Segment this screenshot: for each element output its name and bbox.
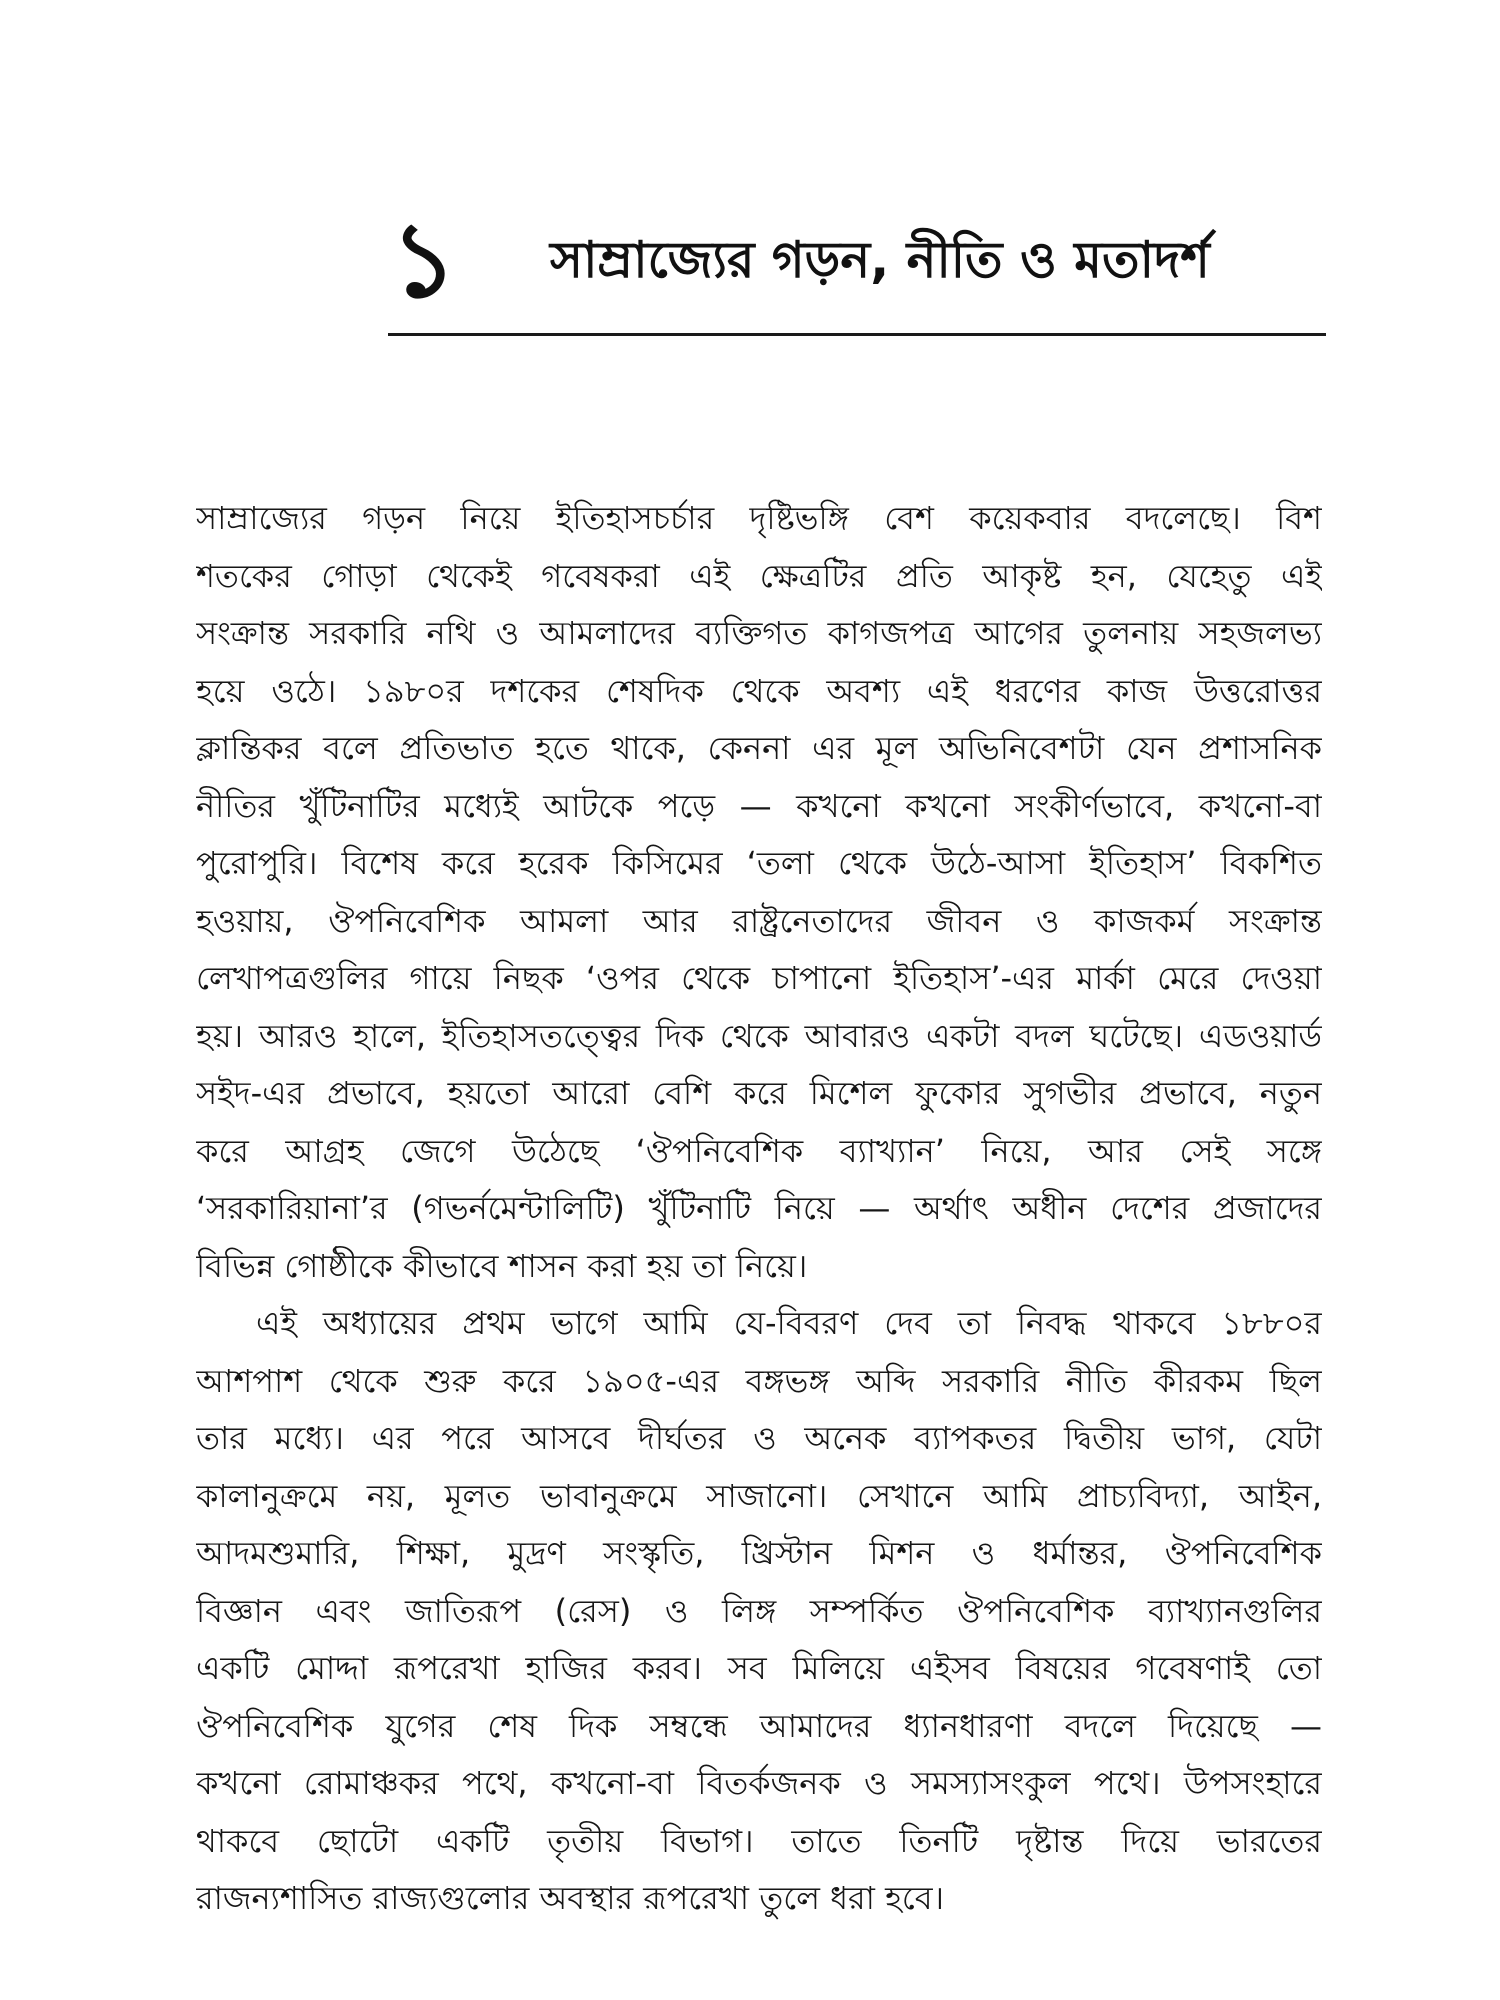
paragraph-1-line: হয়ে ওঠে। ১৯৮০র দশকের শেষদিক থেকে অবশ্য এই ধরণের কাজ উত্তরোত্তর [196,671,1322,710]
paragraph-1-line: করে আগ্রহ জেগে উঠেছে ‘ঔপনিবেশিক ব্যাখ্যান’ নিয়ে, আর সেই সঙ্গে [196,1131,1322,1170]
paragraph-1-line: লেখাপত্রগুলির গায়ে নিছক ‘ওপর থেকে চাপানো ইতিহাস’-এর মার্কা মেরে দেওয়া [196,959,1322,997]
chapter-body-text [196,490,1322,1928]
paragraph-2-line: ঔপনিবেশিক যুগের শেষ দিক সম্বন্ধে আমাদের ধ্যানধারণা বদলে দিয়েছে — [196,1706,1322,1745]
paragraph-2-line: কালানুক্রমে নয়, মূলত ভাবানুক্রমে সাজানো। সেখানে আমি প্রাচ্যবিদ্যা, আইন, [196,1476,1322,1515]
paragraph-2-line: তার মধ্যে। এর পরে আসবে দীর্ঘতর ও অনেক ব্যাপকতর দ্বিতীয় ভাগ, যেটা [196,1419,1322,1457]
paragraph-1-line: সইদ-এর প্রভাবে, হয়তো আরো বেশি করে মিশেল ফুকোর সুগভীর প্রভাবে, নতুন [196,1074,1322,1112]
paragraph-1-line: বিভিন্ন গোষ্ঠীকে কীভাবে শাসন করা হয় তা নিয়ে। [196,1246,808,1285]
paragraph-1-line: পুরোপুরি। বিশেষ করে হরেক কিসিমের ‘তলা থেকে উঠে-আসা ইতিহাস’ বিকশিত [196,844,1322,882]
title-underline-rule [388,333,1326,336]
paragraph-2-line: একটি মোদ্দা রূপরেখা হাজির করব। সব মিলিয়ে এইসব বিষয়ের গবেষণাই তো [196,1649,1322,1687]
paragraph-1-line: নীতির খুঁটিনাটির মধ্যেই আটকে পড়ে — কখনো কখনো সংকীর্ণভাবে, কখনো-বা [196,786,1322,825]
paragraph-2-line: রাজন্যশাসিত রাজ্যগুলোর অবস্থার রূপরেখা তুলে ধরা হবে। [196,1879,945,1917]
paragraph-1-line: হয়। আরও হালে, ইতিহাসতত্ত্বের দিক থেকে আবারও একটা বদল ঘটেছে। এডওয়ার্ড [196,1016,1322,1055]
paragraph-2-line: আশপাশ থেকে শুরু করে ১৯০৫-এর বঙ্গভঙ্গ অব্দি সরকারি নীতি কীরকম ছিল [196,1361,1322,1400]
paragraph-1-line: সংক্রান্ত সরকারি নথি ও আমলাদের ব্যক্তিগত কাগজপত্র আগের তুলনায় সহজলভ্য [196,614,1322,652]
chapter-number: ১ [390,198,458,321]
paragraph-1-line: ‘সরকারিয়ানা’র (গভর্নমেন্টালিটি) খুঁটিনাটি নিয়ে — অর্থাৎ অধীন দেশের প্রজাদের [196,1189,1322,1227]
paragraph-2-line: কখনো রোমাঞ্চকর পথে, কখনো-বা বিতর্কজনক ও সমস্যাসংকুল পথে। উপসংহারে [196,1764,1322,1802]
paragraph-1-line: সাম্রাজ্যের গড়ন নিয়ে ইতিহাসচর্চার দৃষ্টিভঙ্গি বেশ কয়েকবার বদলেছে। বিশ [196,499,1322,537]
paragraph-2-line: এই অধ্যায়ের প্রথম ভাগে আমি যে-বিবরণ দেব তা নিবদ্ধ থাকবে ১৮৮০র [256,1304,1322,1342]
chapter-title: সাম্রাজ্যের গড়ন, নীতি ও মতাদর্শ [550,231,1210,289]
chapter-header [390,198,1330,321]
paragraph-1-line: ক্লান্তিকর বলে প্রতিভাত হতে থাকে, কেননা এর মূল অভিনিবেশটা যেন প্রশাসনিক [196,729,1322,767]
paragraph-2-line: থাকবে ছোটো একটি তৃতীয় বিভাগ। তাতে তিনটি দৃষ্টান্ত দিয়ে ভারতের [196,1821,1322,1860]
paragraph-1-line: শতকের গোড়া থেকেই গবেষকরা এই ক্ষেত্রটির প্রতি আকৃষ্ট হন, যেহেতু এই [196,556,1322,595]
paragraph-1-line: হওয়ায়, ঔপনিবেশিক আমলা আর রাষ্ট্রনেতাদের জীবন ও কাজকর্ম সংক্রান্ত [196,901,1322,940]
paragraph-2-line: বিজ্ঞান এবং জাতিরূপ (রেস) ও লিঙ্গ সম্পর্কিত ঔপনিবেশিক ব্যাখ্যানগুলির [196,1591,1322,1630]
paragraph-2-line: আদমশুমারি, শিক্ষা, মুদ্রণ সংস্কৃতি, খ্রিস্টান মিশন ও ধর্মান্তর, ঔপনিবেশিক [196,1534,1322,1572]
